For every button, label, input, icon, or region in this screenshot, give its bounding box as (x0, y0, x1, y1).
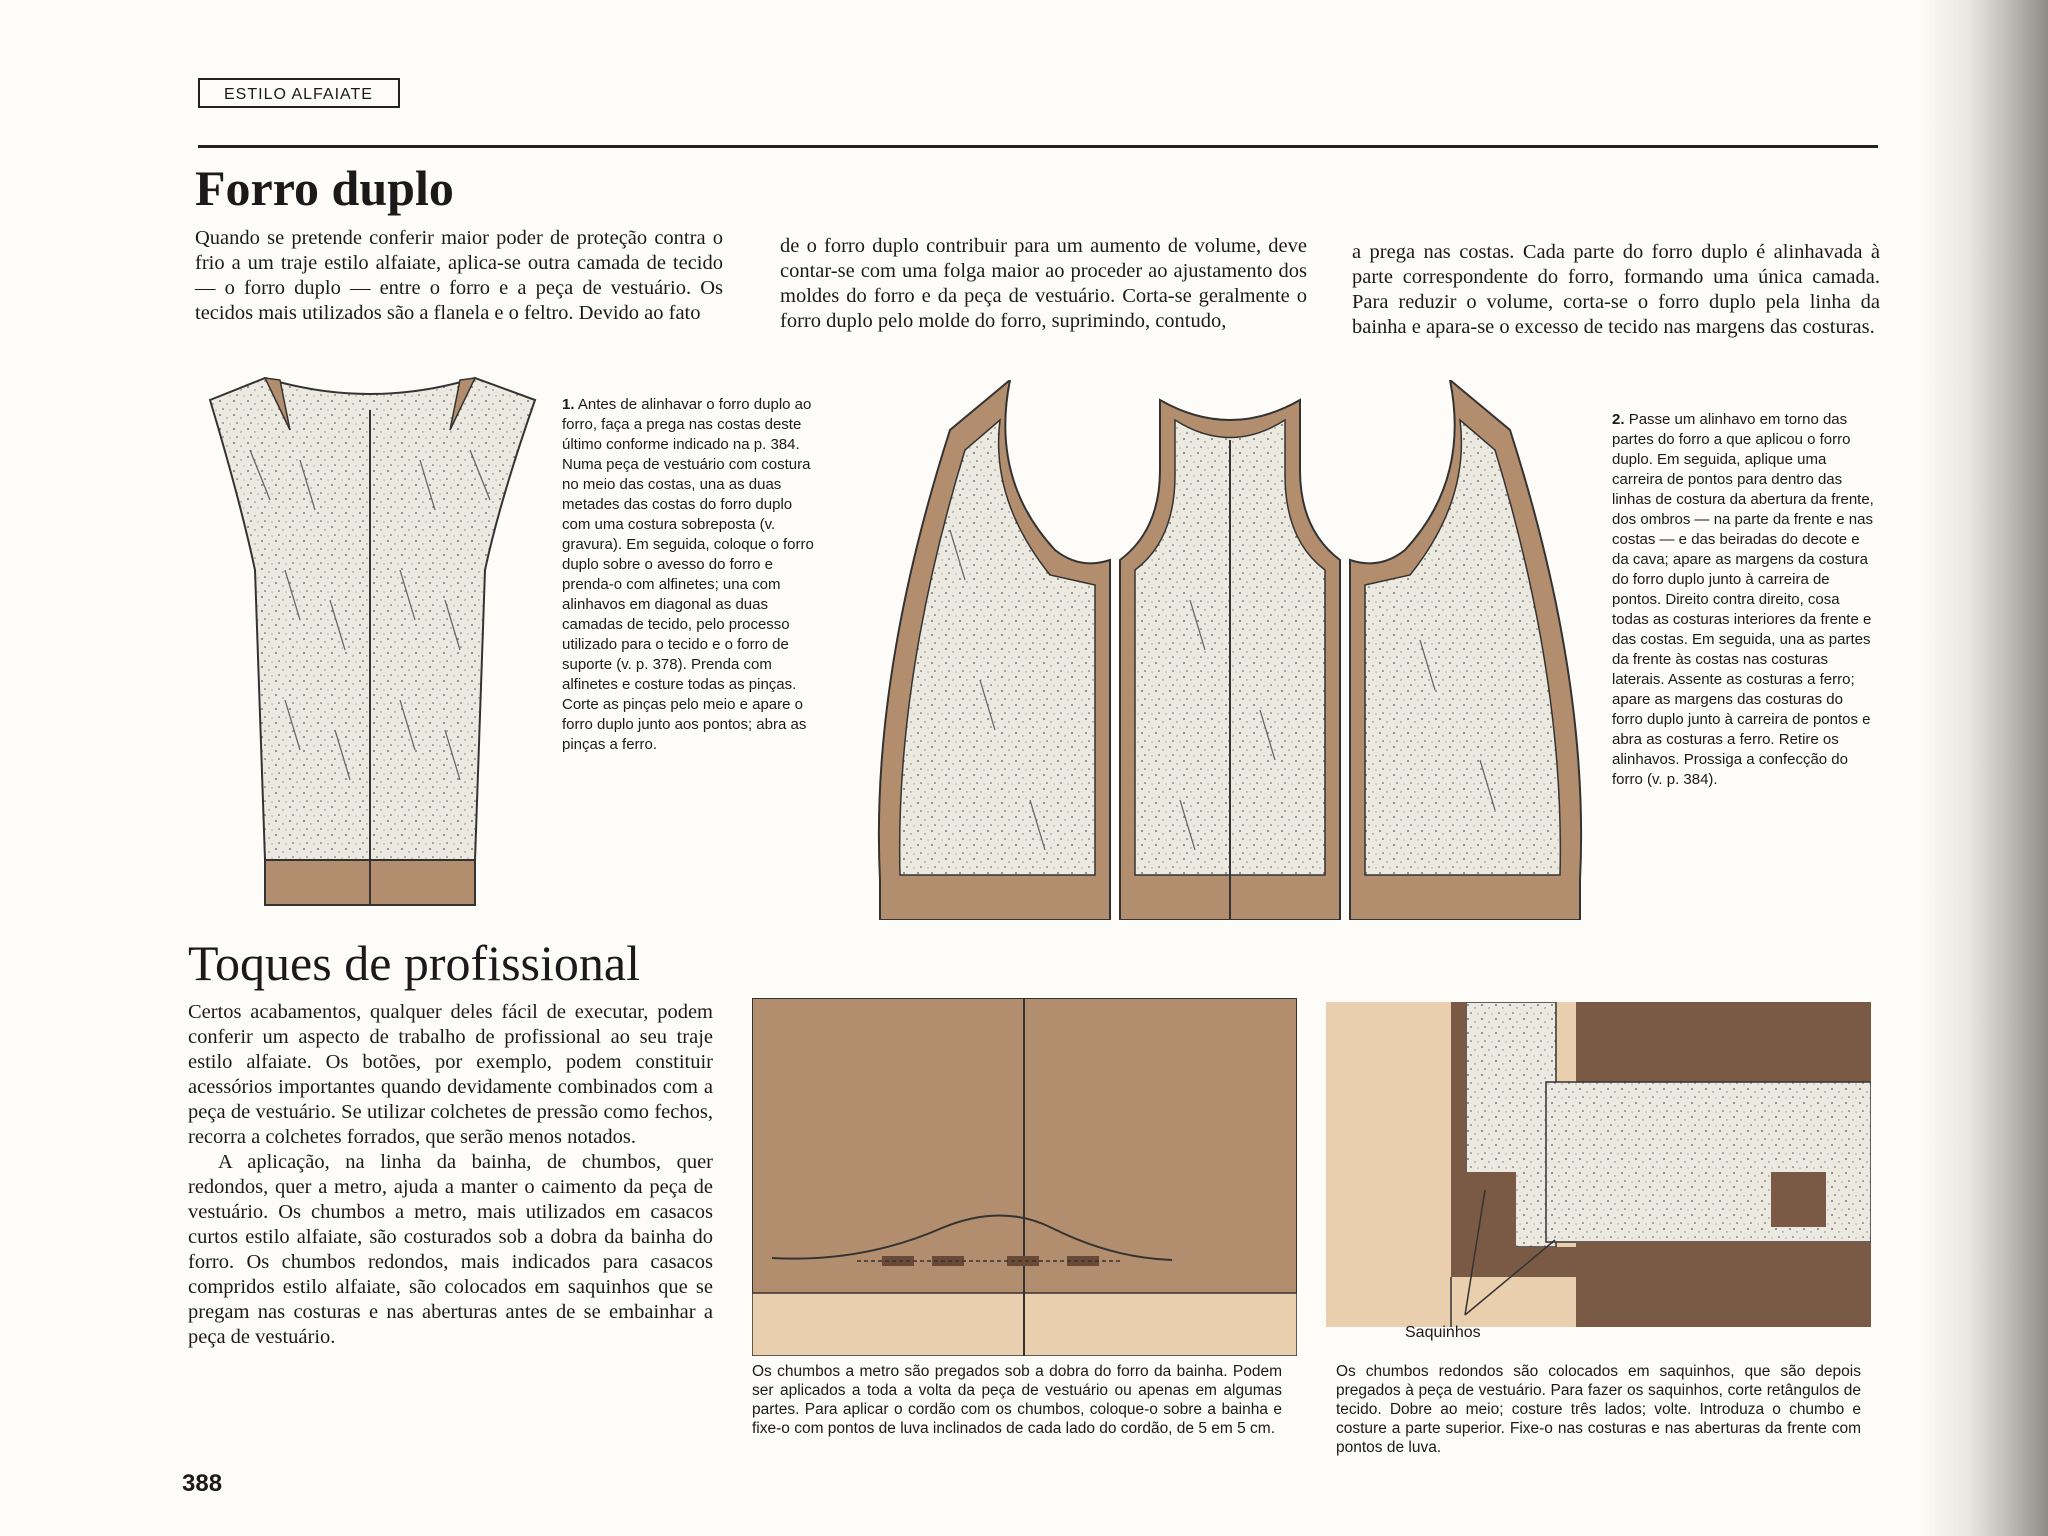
page-spine-edge (1918, 0, 2048, 1536)
caption-chain-weights: Os chumbos a metro são pregados sob a dobra do forro da bainha. Podem ser aplicados a toda a volta da peça de vestuário ou apenas em algumas partes. Para aplicar o cordão com os chumbos, coloque-o sobre a bainha e fixe-o com pontos de luva inclinados de cada lado do cordão, de 5 em 5 cm. (752, 1363, 1282, 1437)
label-saquinhos: Saquinhos (1405, 1324, 1481, 1341)
intro-column-2: de o forro duplo contribuir para um aumento de volume, deve contar-se com uma folga maior ao proceder ao ajustamento dos moldes do forro e da peça de vestuário. Corta-se geralmente o forro duplo pelo molde do forro, suprimindo, contudo, (780, 235, 1307, 332)
section-tag: ESTILO ALFAIATE (198, 78, 400, 108)
illustration-round-weights (1326, 1002, 1871, 1327)
label-saquinhos-pointer (1440, 1180, 1560, 1320)
illustration-lining-pieces (860, 380, 1600, 920)
illustration-chain-weights (752, 998, 1297, 1356)
caption-round-weights: Os chumbos redondos são colocados em saquinhos, que são depois pregados à peça de vestuário. Para fazer os saquinhos, corte retângulos de tecido. Dobre ao meio; costure três lados; volte. Introduza o chumbo e costure a parte superior. Fixe-o nas costuras e nas aberturas da frente com pontos de luva. (1336, 1363, 1861, 1456)
page-number: 388 (182, 1470, 223, 1497)
illustration-back-lining (190, 370, 550, 910)
professional-text: Certos acabamentos, qualquer deles fácil de executar, podem conferir um aspecto de trabalho de profissional ao seu traje estilo alfaiate. Os botões, por exemplo, podem constituir acessórios importantes quando devidamente combinados com a peça de vestuário. Se utilizar colchetes de pressão como fechos, recorra a colchetes forrados, que serão menos notados. A aplicação, na linha da bainha, de chumbos, quer redondos, quer a metro, ajuda a manter o caimento da peça de vestuário. Os chumbos a metro, mais utilizados em casacos curtos estilo alfaiate, são costurados sob a dobra da bainha do forro. Os chumbos redondos, mais indicados para casacos compridos estilo alfaiate, são colocados em saquinhos que se pregam nas costuras e nas aberturas antes de se embainhar a peça de vestuário. (188, 1001, 713, 1348)
title-toques-de-profissional: Toques de profissional (188, 935, 640, 991)
caption-figure-1: 1. Antes de alinhavar o forro duplo ao forro, faça a prega nas costas deste último conforme indicado na p. 384. Numa peça de vestuário com costura no meio das costas, una as duas metades das costas do forro duplo com uma costura sobreposta (v. gravura). Em seguida, coloque o forro duplo sobre o avesso do forro e prenda-o com alfinetes; una com alinhavos em diagonal as duas camadas de tecido, pelo processo utilizado para o tecido e o forro de suporte (v. p. 378). Prenda com alfinetes e costure todas as pinças. Corte as pinças pelo meio e apare o forro duplo junto aos pontos; abra as pinças a ferro. (562, 396, 814, 753)
title-forro-duplo: Forro duplo (195, 160, 454, 216)
intro-column-3: a prega nas costas. Cada parte do forro duplo é alinhavada à parte correspondente do forro, formando uma única camada. Para reduzir o volume, corta-se o forro duplo pela linha da bainha e apara-se o excesso de tecido nas margens das costuras. (1352, 241, 1880, 338)
intro-column-1: Quando se pretende conferir maior poder de proteção contra o frio a um traje estilo alfaiate, aplica-se outra camada de tecido — o forro duplo — entre o forro e a peça de vestuário. Os tecidos mais utilizados são a flanela e o feltro. Devido ao fato (195, 227, 723, 324)
header-rule (198, 145, 1878, 148)
caption-figure-2: 2. Passe um alinhavo em torno das partes do forro a que aplicou o forro duplo. Em seguida, aplique uma carreira de pontos para dentro das linhas de costura da abertura da frente, dos ombros — na parte da frente e nas costas — e das beiradas do decote e da cava; apare as margens da costura do forro duplo junto à carreira de pontos. Direito contra direito, cosa todas as costuras interiores da frente e das costas. Em seguida, una as partes da frente às costas nas costuras laterais. Assente as costuras a ferro; apare as margens das costuras do forro duplo junto à carreira de pontos e abra as costuras a ferro. Retire os alinhavos. Prossiga a confecção do forro (v. p. 384). (1612, 411, 1874, 788)
